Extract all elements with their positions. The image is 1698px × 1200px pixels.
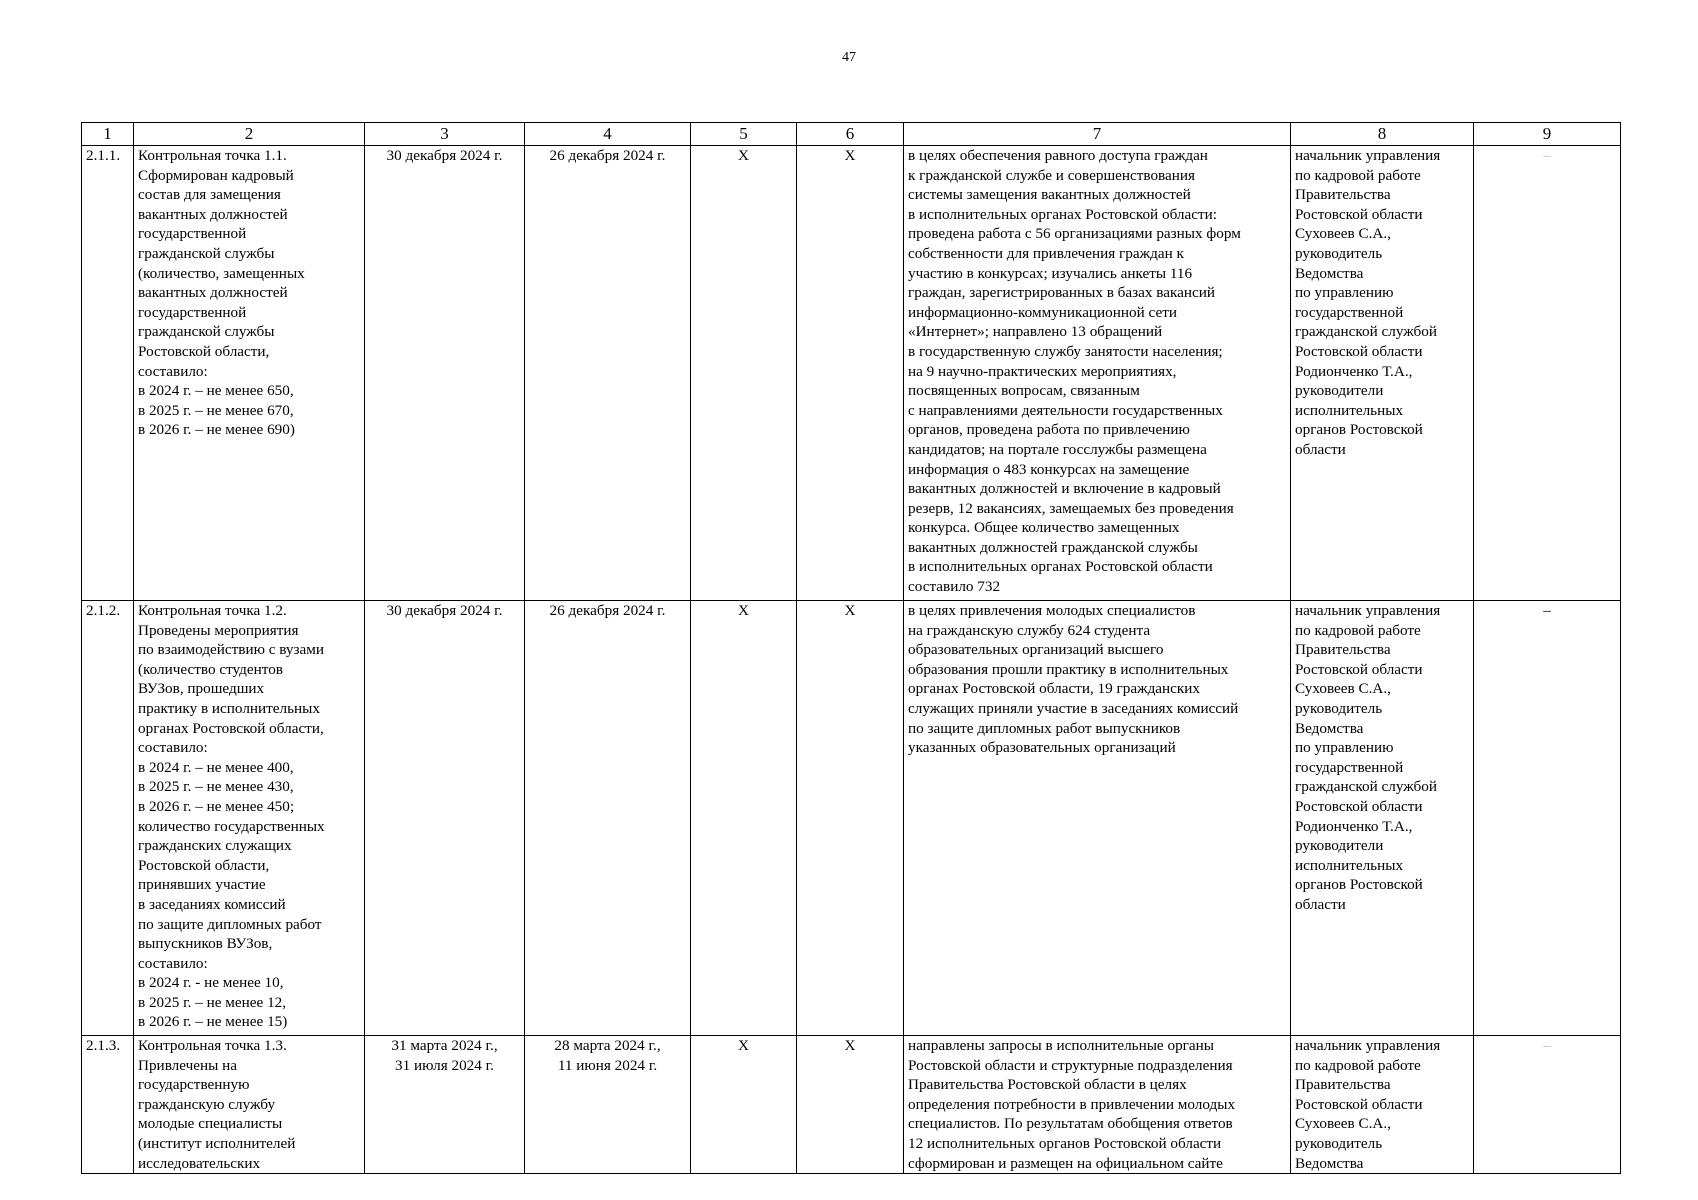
page-number: 47 [842,50,856,65]
note-dash: – [1474,601,1621,1036]
result-text: направлены запросы в исполнительные органы Ростовской области и структурные подразделения Правительства Ростовской области в целях определения потребности в привлечении молодых специалистов. По результатам обобщения ответов 12 исполнительных органов Ростовской области сформирован и размещен на официальном сайте [908,1037,1236,1172]
actual-date [525,1036,691,1174]
result-text: в целях привлечения молодых специалистов на гражданскую службу 624 студента образовательных организаций высшего образования прошли практику в исполнительных органах Ростовской области, 19 гражданских служащих приняли участие в заседаниях комиссий по защите дипломных работ выпускников указанных образовательных организаций [908,602,1239,757]
actual-date-text: 26 декабря 2024 г. [549,602,666,619]
responsible-text: начальник управления по кадровой работе Правительства Ростовской области Суховеев С.А., руководитель Ведомства по управлению государственной гражданской службой Ростовской области Родионченко Т.А., руководители исполнительных органов Ростовской области [1295,602,1441,913]
planned-date [365,1036,525,1174]
column-5-value: Х [691,601,797,1036]
note-dash: – [1474,146,1621,601]
actual-date [525,601,691,1036]
row-number: 2.1.2. [82,601,134,1036]
column-5-value: Х [691,1036,797,1174]
column-header-2: 2 [134,123,365,146]
control-point-name [134,601,365,1036]
column-5-value: Х [691,146,797,601]
responsible-persons [1291,1036,1474,1174]
table-row [82,1036,1621,1174]
planned-date [365,146,525,601]
row-number: 2.1.3. [82,1036,134,1174]
control-point-text: Контрольная точка 1.3. Привлечены на государственную гражданскую службу молодые специалисты (институт исполнителей исследовательских [138,1037,296,1172]
column-header-8: 8 [1291,123,1474,146]
column-header-1: 1 [82,123,134,146]
column-header-4: 4 [525,123,691,146]
planned-date [365,601,525,1036]
control-point-text: Контрольная точка 1.2. Проведены мероприятия по взаимодействию с вузами (количество студентов ВУЗов, прошедших практику в исполнительных органах Ростовской области, составило: в 2024 г. – не менее 400, в 2025 г. – не менее 430, в 2026 г. – не менее 450; количество государственных гражданских служащих Ростовской области, принявших участие в заседаниях комиссий по защите дипломных работ выпускников ВУЗов, составило: в 2024 г. - не менее 10, в 2025 г. – не менее 12, в 2026 г. – не менее 15) [138,602,325,1031]
note-dash: – [1474,1036,1621,1174]
result-text: в целях обеспечения равного доступа граждан к гражданской службе и совершенствования системы замещения вакантных должностей в исполнительных органах Ростовской области: проведена работа с 56 организациями разных форм собственности для привлечения граждан к участию в конкурсах; изучались анкеты 116 граждан, зарегистрированных в базах вакансий информационно-коммуникационной сети «Интернет»; направлено 13 обращений в государственную службу занятости населения; на 9 научно-практических мероприятиях, посвященных вопросам, связанным с направлениями деятельности государственных органов, проведена работа по привлечению кандидатов; на портале госслужбы размещена информация о 483 конкурсах на замещение вакантных должностей и включение в кадровый резерв, 12 вакансиях, замещаемых без проведения конкурса. Общее количество замещенных вакантных должностей гражданской службы в исполнительных органах Ростовской области составило 732 [908,147,1241,596]
control-point-text: Контрольная точка 1.1. Сформирован кадровый состав для замещения вакантных должностей государственной гражданской службы (количество, замещенных вакантных должностей государственной гражданской службы Ростовской области, составило: в 2024 г. – не менее 650, в 2025 г. – не менее 670, в 2026 г. – не менее 690) [138,147,305,439]
result-description [904,146,1291,601]
actual-date-text: 26 декабря 2024 г. [549,147,666,164]
table-row [82,146,1621,601]
actual-date [525,146,691,601]
result-description [904,1036,1291,1174]
table-row [82,601,1621,1036]
responsible-text: начальник управления по кадровой работе Правительства Ростовской области Суховеев С.А., руководитель Ведомства [1295,1037,1441,1172]
column-header-9: 9 [1474,123,1621,146]
column-header-6: 6 [797,123,904,146]
column-number-header-row [82,123,1621,146]
column-header-3: 3 [365,123,525,146]
control-points-table [81,122,1621,1174]
control-point-name [134,1036,365,1174]
column-6-value: Х [797,601,904,1036]
actual-date-text: 28 марта 2024 г., 11 июня 2024 г. [554,1037,661,1074]
planned-date-text: 30 декабря 2024 г. [386,602,503,619]
responsible-text: начальник управления по кадровой работе Правительства Ростовской области Суховеев С.А., руководитель Ведомства по управлению государственной гражданской службой Ростовской области Родионченко Т.А., руководители исполнительных органов Ростовской области [1295,147,1441,458]
column-header-5: 5 [691,123,797,146]
column-6-value: Х [797,1036,904,1174]
responsible-persons [1291,601,1474,1036]
column-header-7: 7 [904,123,1291,146]
planned-date-text: 31 марта 2024 г., 31 июля 2024 г. [391,1037,498,1074]
column-6-value: Х [797,146,904,601]
control-point-name [134,146,365,601]
planned-date-text: 30 декабря 2024 г. [386,147,503,164]
result-description [904,601,1291,1036]
responsible-persons [1291,146,1474,601]
row-number: 2.1.1. [82,146,134,601]
